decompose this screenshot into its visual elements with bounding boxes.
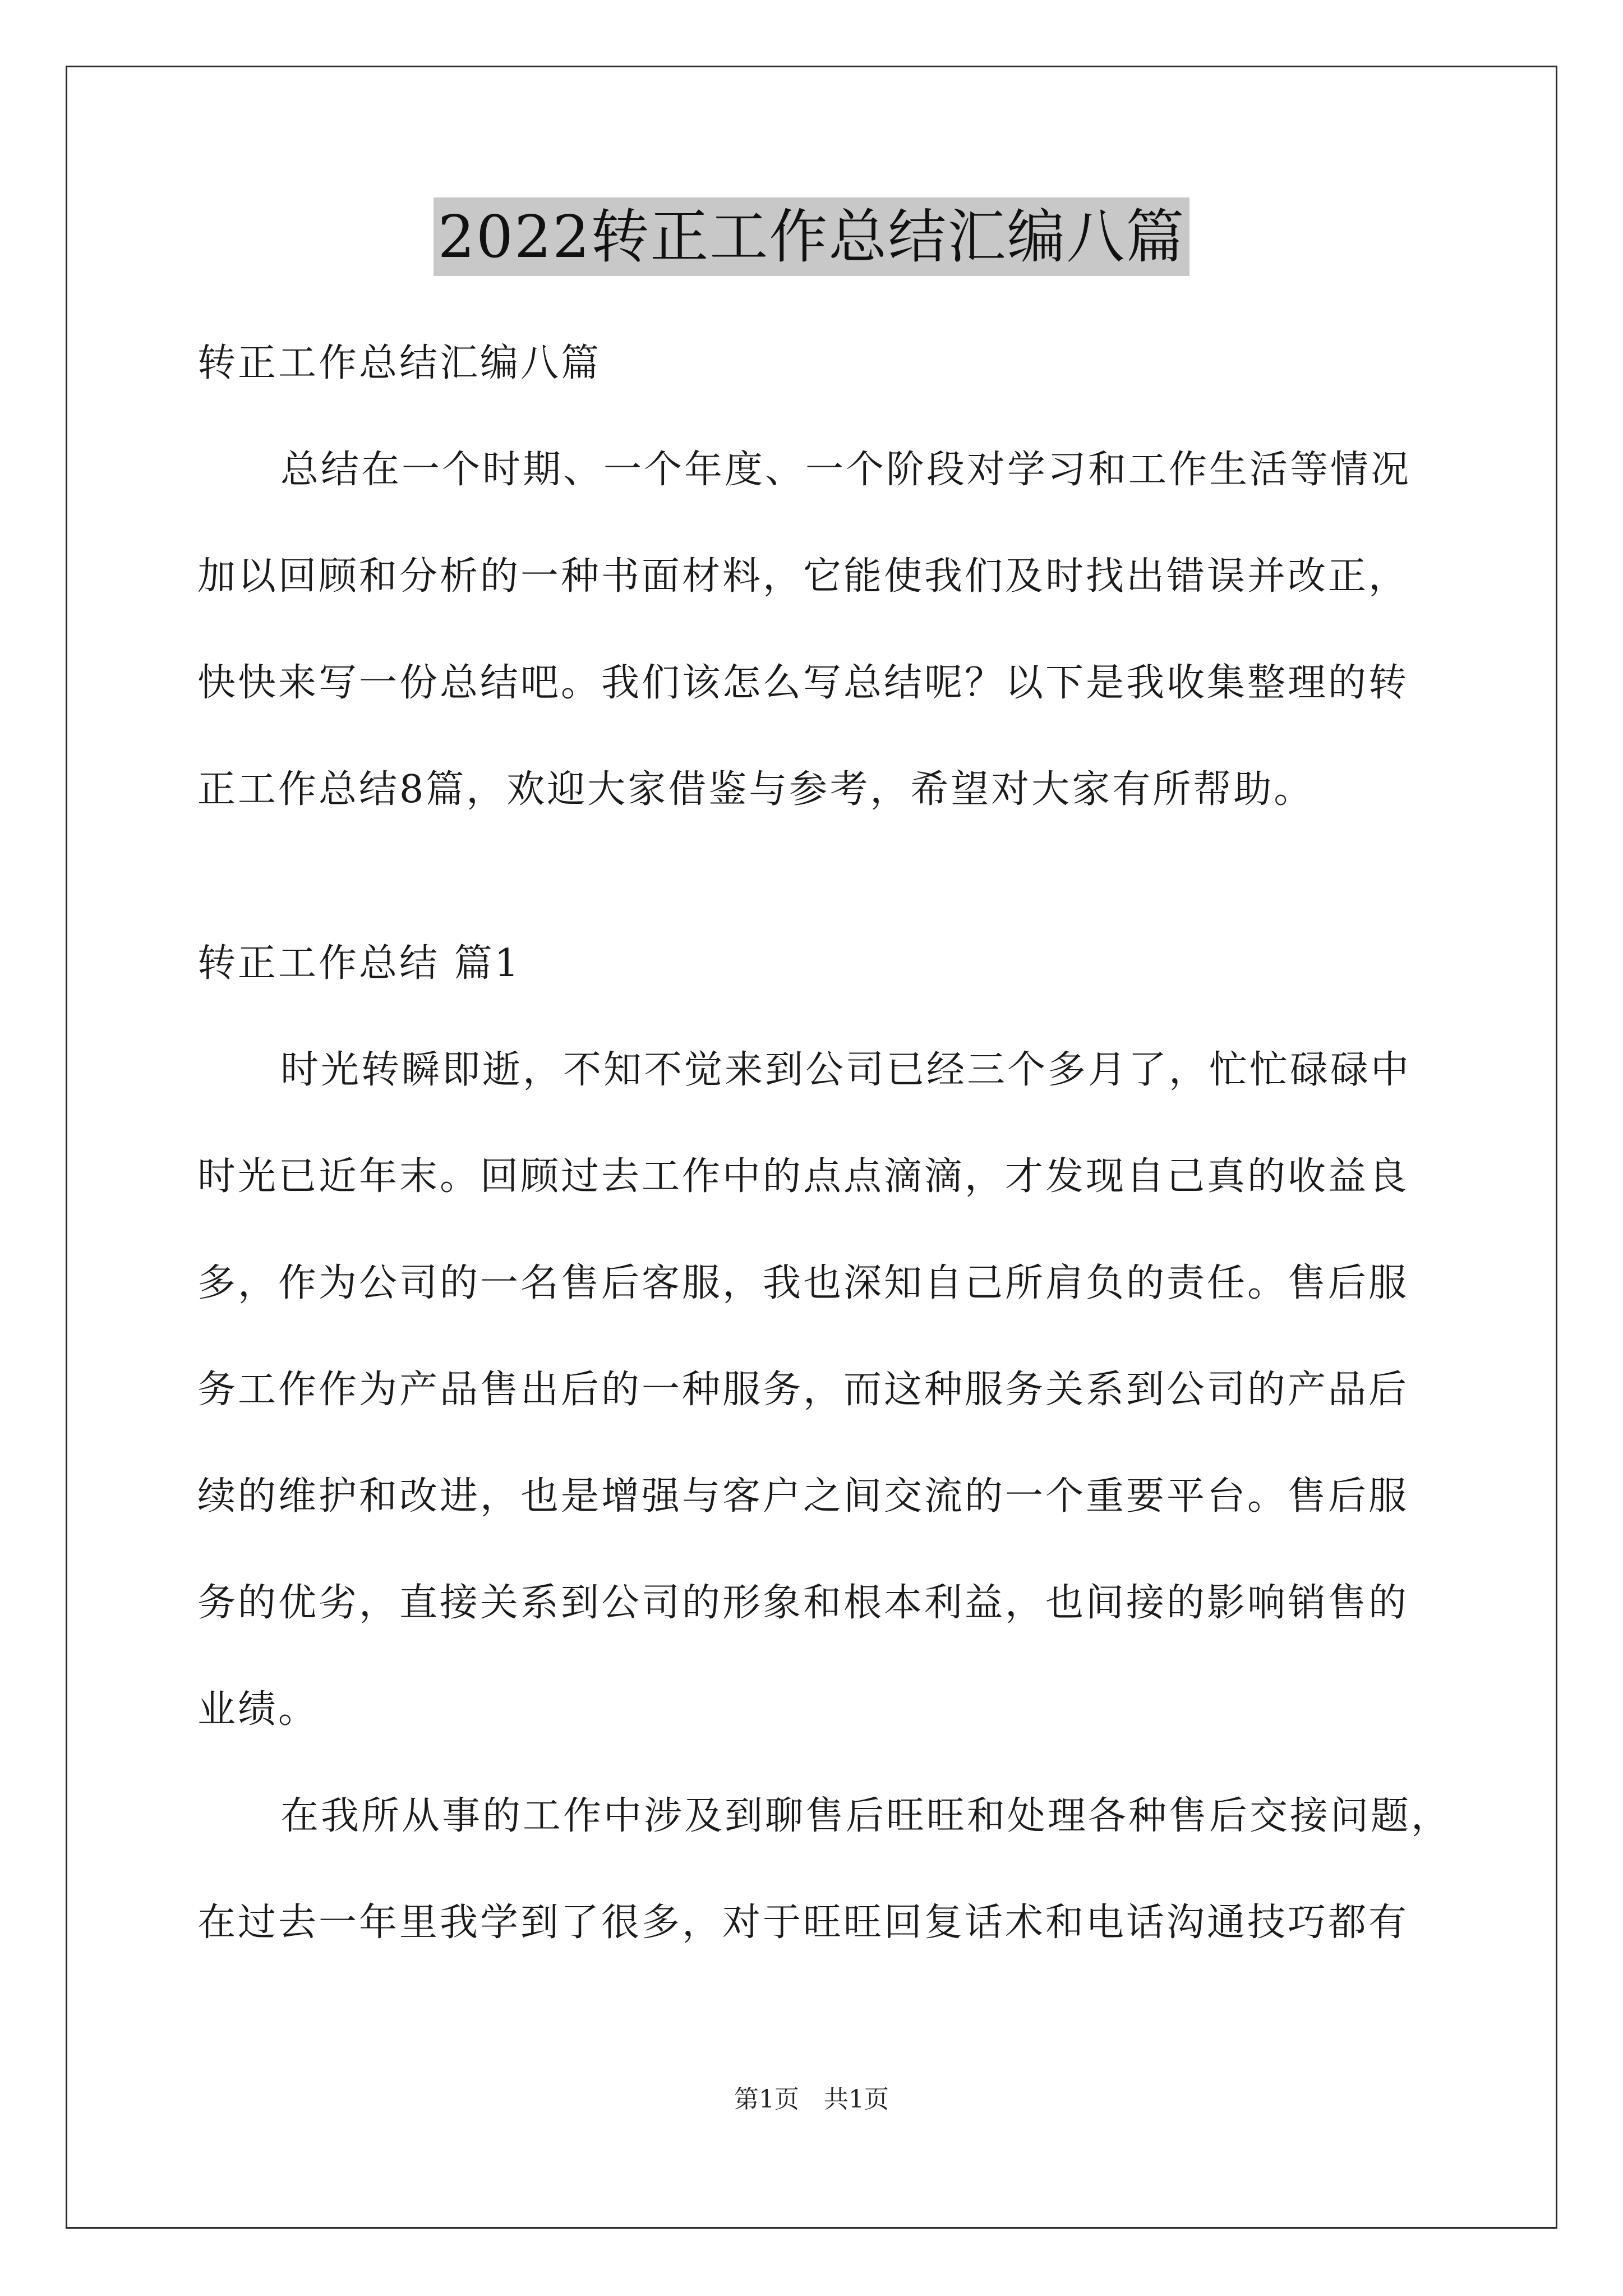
paragraph-line: 务工作作为产品售出后的一种服务，而这种服务关系到公司的产品后 [197,1368,1409,1412]
intro-line: 总结在一个时期、一个年度、一个阶段对学习和工作生活等情况 [280,448,1412,492]
paragraph-line: 时光已近年末。回顾过去工作中的点点滴滴，才发现自己真的收益良 [197,1154,1409,1199]
paragraph-line: 务的优劣，直接关系到公司的形象和根本利益，也间接的影响销售的 [197,1581,1409,1625]
document-subtitle: 转正工作总结汇编八篇 [197,341,602,385]
paragraph-line: 业绩。 [197,1687,319,1732]
intro-line: 正工作总结8篇，欢迎大家借鉴与参考，希望对大家有所帮助。 [197,767,1315,812]
paragraph-line: 多，作为公司的一名售后客服，我也深知自己所肩负的责任。售后服 [197,1261,1409,1305]
paragraph-line: 续的维护和改进，也是增强与客户之间交流的一个重要平台。售后服 [197,1474,1409,1519]
section-heading: 转正工作总结 篇1 [197,941,521,986]
paragraph-line: 在过去一年里我学到了很多，对于旺旺回复话术和电话沟通技巧都有 [197,1901,1409,1945]
document-title: 2022转正工作总结汇编八篇 [434,197,1190,276]
intro-line: 快快来写一份总结吧。我们该怎么写总结呢？以下是我收集整理的转 [197,661,1409,705]
paragraph-line: 时光转瞬即逝，不知不觉来到公司已经三个多月了，忙忙碌碌中 [280,1048,1412,1092]
paragraph-line: 在我所从事的工作中涉及到聊售后旺旺和处理各种售后交接问题， [280,1794,1452,1838]
page-number: 第1页 共1页 [734,2085,889,2114]
intro-line: 加以回顾和分析的一种书面材料，它能使我们及时找出错误并改正， [197,554,1409,599]
